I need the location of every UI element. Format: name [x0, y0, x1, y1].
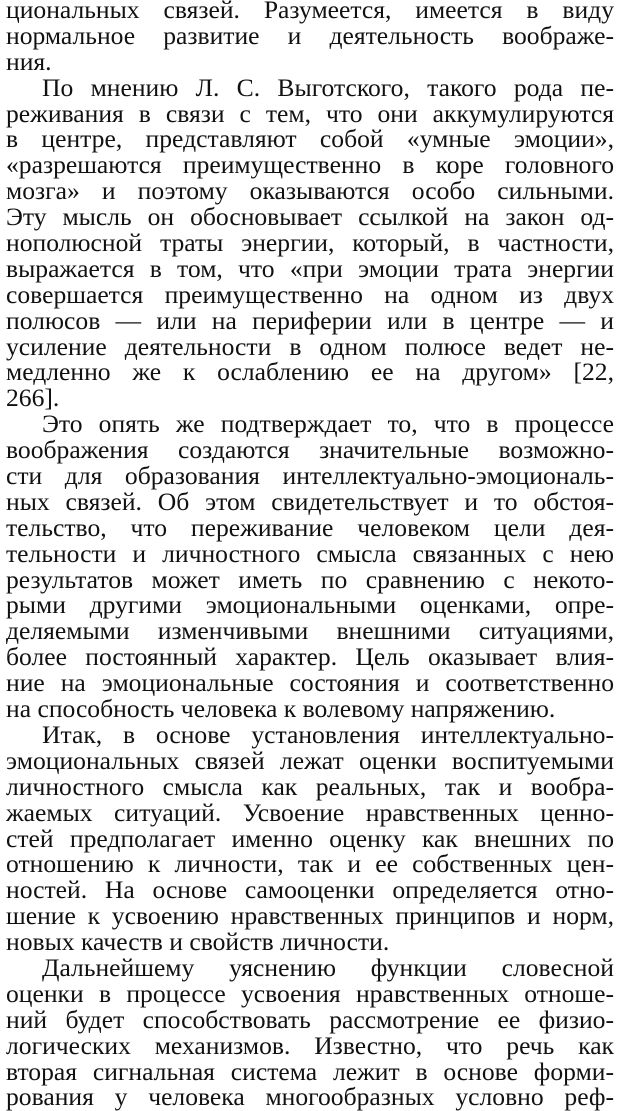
paragraph [6, 72, 614, 413]
text-line: ний будет способствовать рассмотрение ее физио- [6, 1004, 614, 1034]
text-line: отношению к личности, так и ее собственных цен- [6, 849, 614, 879]
paragraph [6, 719, 614, 957]
text-line: логических механизмов. Известно, что речь как [6, 1030, 614, 1060]
text-line: тельство, что переживание человеком цели дея- [6, 512, 614, 542]
text-line: в центре, представляют собой «умные эмоции», [6, 124, 614, 154]
text-line: рыми другими эмоциональными оценками, опре- [6, 590, 614, 620]
paragraph [6, 411, 614, 722]
text-line: усиление деятельности в одном полюсе ведет не- [6, 331, 614, 361]
text-line: Дальнейшему уяснению функции словесной [42, 952, 614, 982]
text-line: воображения создаются значительные возможно- [6, 435, 614, 465]
text-line: новых качеств и свойств личности. [6, 927, 390, 957]
text-line: нополюсной траты энергии, который, в частности, [6, 228, 614, 258]
text-line: личностного смысла как реальных, так и вообра- [6, 771, 614, 801]
text-line: ния. [6, 46, 52, 76]
text-line: медленно же к ослаблению ее на другом» [22, [6, 357, 614, 387]
text-line: жаемых ситуаций. Усвоение нравственных ценно- [6, 797, 614, 827]
text-line: тельности и личностного смысла связанных с нею [6, 538, 614, 568]
document-page [6, 0, 614, 1110]
text-line: 266]. [6, 383, 60, 413]
text-line: ных связей. Об этом свидетельствует и то обстоя- [6, 486, 614, 516]
text-line: выражается в том, что «при эмоции трата энергии [6, 253, 614, 283]
paragraph [6, 952, 614, 1111]
text-line: сти для образования интеллектуально-эмоциональ- [6, 461, 614, 491]
text-line: ние на эмоциональные состояния и соответственно [6, 668, 614, 698]
text-line: реживания в связи с тем, что они аккумулируются [6, 98, 614, 128]
text-line: циональных связей. Разумеется, имеется в виду [6, 0, 614, 24]
text-line: Это опять же подтверждает то, что в процессе [42, 409, 614, 439]
text-line: шение к усвоению нравственных принципов и норм, [6, 901, 614, 931]
paragraph [6, 0, 614, 75]
text-line: деляемыми изменчивыми внешними ситуациями, [6, 616, 614, 646]
text-line: По мнению Л. С. Выготского, такого рода пе- [42, 72, 614, 102]
text-line: мозга» и поэтому оказываются особо сильными. [6, 176, 614, 206]
text-line: «разрешаются преимущественно в коре головного [6, 150, 614, 180]
text-line: вторая сигнальная система лежит в основе форми- [6, 1056, 614, 1086]
text-line: оценки в процессе усвоения нравственных отноше- [6, 978, 614, 1008]
text-line: ностей. На основе самооценки определяется отно- [6, 875, 614, 905]
text-line: стей предполагает именно оценку как внешних по [6, 823, 614, 853]
text-line: Эту мысль он обосновывает ссылкой на закон од- [6, 202, 614, 232]
text-line: нормальное развитие и деятельность воображе- [6, 20, 614, 50]
text-line: Итак, в основе установления интеллектуально- [42, 719, 614, 749]
text-line: совершается преимущественно на одном из двух [6, 279, 614, 309]
text-line: рования у человека многообразных условно реф- [6, 1082, 614, 1111]
text-line: более постоянный характер. Цель оказывает влия- [6, 642, 614, 672]
text-line: полюсов — или на периферии или в центре — и [6, 305, 614, 335]
text-line: эмоциональных связей лежат оценки воспитуемыми [6, 745, 614, 775]
text-line: результатов может иметь по сравнению с некото- [6, 564, 614, 594]
text-line: на способность человека к волевому напряжению. [6, 694, 556, 724]
